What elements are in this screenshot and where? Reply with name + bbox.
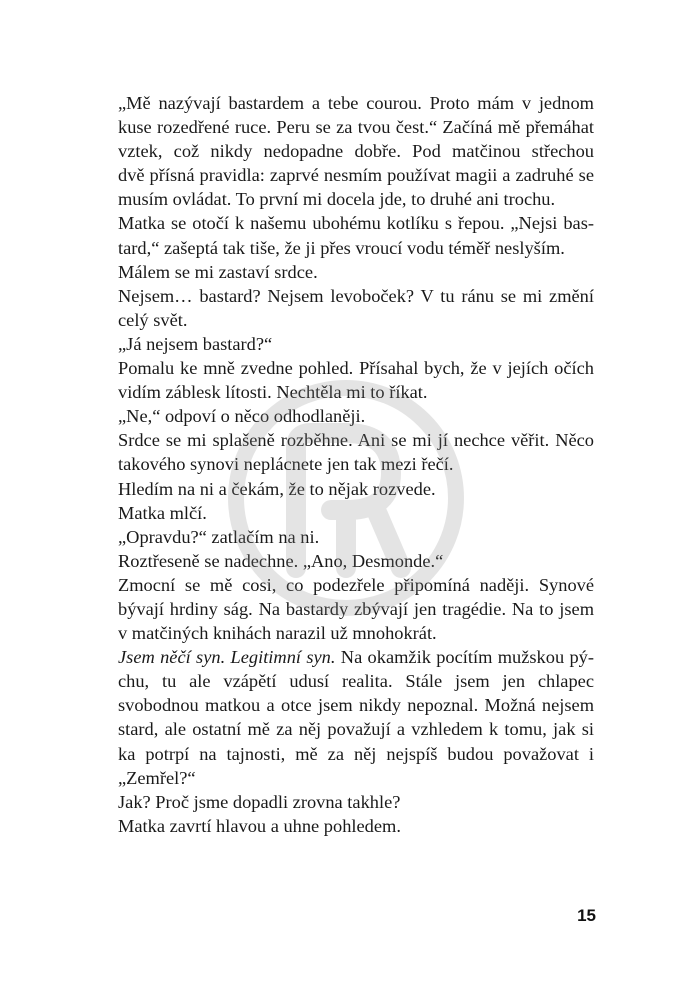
text-line bbox=[118, 332, 594, 356]
text-line bbox=[118, 91, 594, 115]
line-text: Srdce se mi splašeně rozběhne. Ani se mi jí nechce věřit. Něco bbox=[118, 430, 594, 451]
line-text: svobodnou matkou a otce jsem nikdy nepoznal. Možná nejsem bbox=[118, 695, 594, 716]
text-line bbox=[118, 187, 594, 211]
line-text: Na okamžik pocítím mužskou pý- bbox=[335, 647, 594, 668]
line-text: ka potrpí na tajnosti, mě za něj nejspíš budou považovat i bbox=[118, 743, 594, 764]
text-line bbox=[118, 790, 594, 814]
line-text: „Ne,“ odpoví o něco odhodlaněji. bbox=[118, 406, 366, 427]
text-line bbox=[118, 260, 594, 284]
line-text: dvě přísná pravidla: zaprvé nesmím používat magii a zadruhé se bbox=[118, 165, 594, 186]
text-line bbox=[118, 693, 594, 717]
text-line bbox=[118, 549, 594, 573]
line-text: Matka zavrtí hlavou a uhne pohledem. bbox=[118, 815, 401, 836]
text-line bbox=[118, 525, 594, 549]
line-text: tard,“ zašeptá tak tiše, že ji přes vroucí vodu téměř neslyším. bbox=[118, 237, 565, 258]
line-text: celý svět. bbox=[118, 309, 188, 330]
line-text: kuse rozedřené ruce. Peru se za tvou čest.“ Začíná mě přemáhat bbox=[118, 117, 594, 138]
text-line bbox=[118, 597, 594, 621]
text-line bbox=[118, 211, 594, 235]
line-text: Málem se mi zastaví srdce. bbox=[118, 261, 318, 282]
line-text: „Já nejsem bastard?“ bbox=[118, 333, 273, 354]
line-text: Nejsem… bastard? Nejsem levoboček? V tu ránu se mi změní bbox=[118, 285, 594, 306]
line-text: v matčiných knihách narazil už mnohokrát. bbox=[118, 623, 437, 644]
line-text: musím ovládat. To první mi docela jde, to druhé ani trochu. bbox=[118, 189, 556, 210]
text-line bbox=[118, 308, 594, 332]
text-line bbox=[118, 404, 594, 428]
text-line bbox=[118, 236, 594, 260]
line-text: Jak? Proč jsme dopadli zrovna takhle? bbox=[118, 791, 401, 812]
text-line bbox=[118, 115, 594, 139]
line-text: stard, ale ostatní mě za něj považují a vzhledem k tomu, jak si bbox=[118, 719, 594, 740]
text-line bbox=[118, 645, 594, 669]
text-line bbox=[118, 742, 594, 766]
text-line bbox=[118, 621, 594, 645]
text-line bbox=[118, 380, 594, 404]
text-line bbox=[118, 814, 594, 838]
text-line bbox=[118, 139, 594, 163]
text-line bbox=[118, 428, 594, 452]
line-text: vidím záblesk lítosti. Nechtěla mi to říkat. bbox=[118, 382, 428, 403]
line-text: takového synovi neplácnete jen tak mezi řečí. bbox=[118, 454, 454, 475]
line-text: Matka se otočí k našemu ubohému kotlíku s řepou. „Nejsi bas- bbox=[118, 213, 594, 234]
line-text: Roztřeseně se nadechne. „Ano, Desmonde.“ bbox=[118, 550, 444, 571]
line-text: vztek, což nikdy nedopadne dobře. Pod matčinou střechou bbox=[118, 141, 594, 162]
line-text: Zmocní se mě cosi, co podezřele připomíná naději. Synové bbox=[118, 574, 594, 595]
line-text: Hledím na ni a čekám, že to nějak rozvede. bbox=[118, 478, 436, 499]
text-line bbox=[118, 452, 594, 476]
text-line bbox=[118, 573, 594, 597]
italic-phrase: Jsem něčí syn. Legitimní syn. bbox=[118, 647, 336, 668]
text-line bbox=[118, 284, 594, 308]
text-line bbox=[118, 477, 594, 501]
text-line bbox=[118, 356, 594, 380]
text-line bbox=[118, 766, 594, 790]
text-line bbox=[118, 669, 594, 693]
line-text: „Zemřel?“ bbox=[118, 767, 196, 788]
page-number: 15 bbox=[577, 906, 596, 925]
line-text: Pomalu ke mně zvedne pohled. Přísahal bych, že v jejích očích bbox=[118, 358, 594, 379]
text-line bbox=[118, 501, 594, 525]
body-text bbox=[118, 91, 594, 838]
line-text: Matka mlčí. bbox=[118, 502, 207, 523]
line-text: „Mě nazývají bastardem a tebe courou. Proto mám v jednom bbox=[118, 93, 594, 113]
text-line bbox=[118, 163, 594, 187]
line-text: chu, tu ale vzápětí udusí realita. Stále jsem jen chlapec bbox=[118, 671, 594, 692]
text-line bbox=[118, 717, 594, 741]
line-text: „Opravdu?“ zatlačím na ni. bbox=[118, 526, 320, 547]
line-text: bývají hrdiny ság. Na bastardy zbývají jen tragédie. Na to jsem bbox=[118, 598, 594, 619]
